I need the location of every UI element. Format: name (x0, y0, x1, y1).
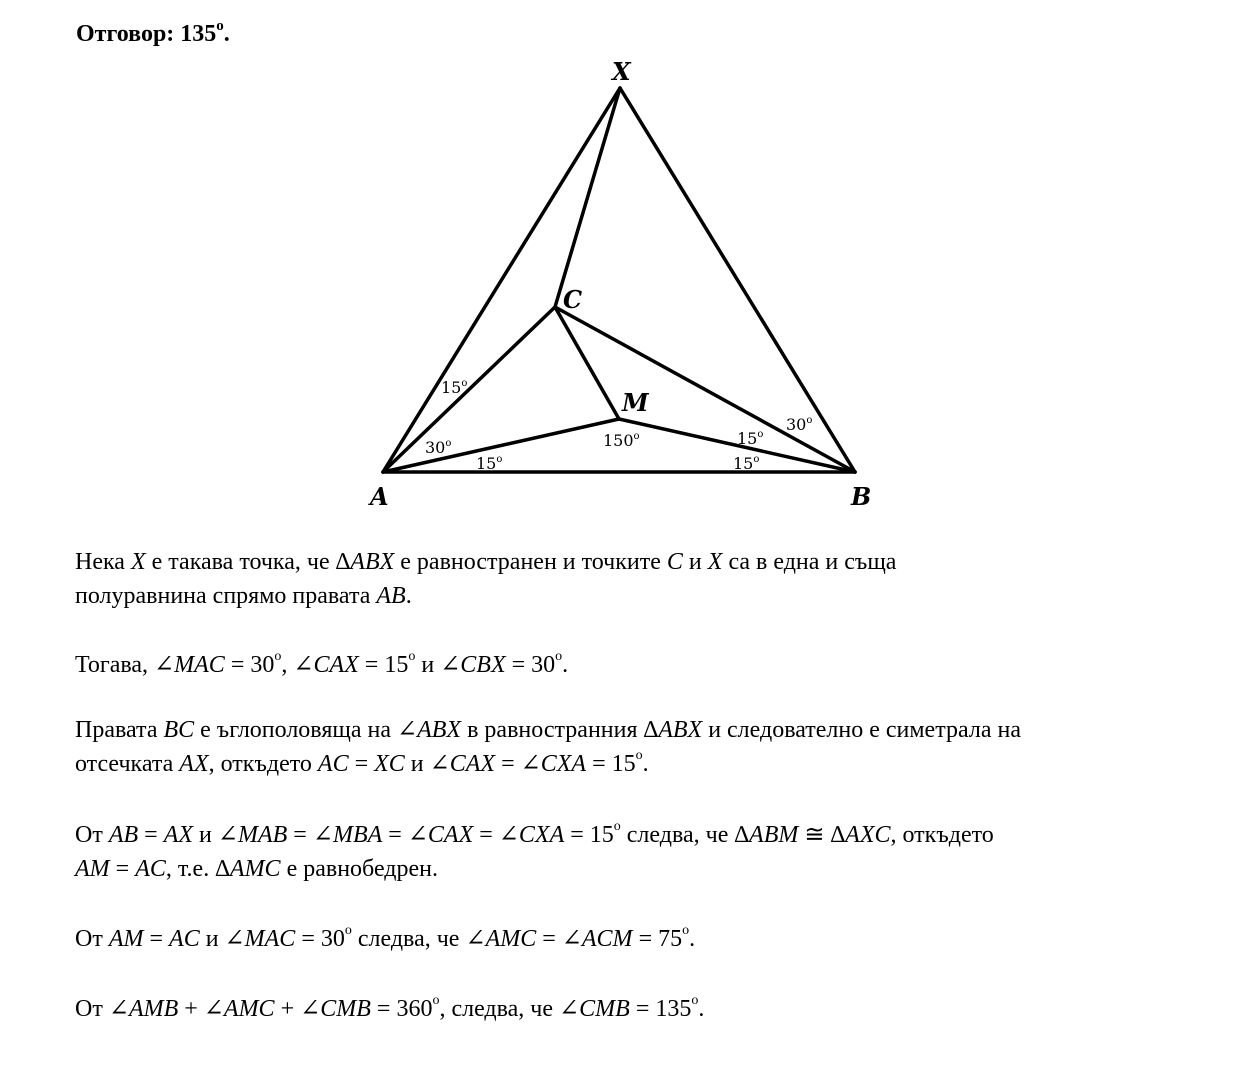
point-label-x: X (612, 57, 631, 86)
segment-XB (620, 88, 855, 472)
paragraph-congruence: От AB = AX и ∠MAB = ∠MBA = ∠CAX = ∠CXA = $15^o$ следва, че ∆ABM ≅ ∆AXC, откъдето AM = AC, т.е. ∆AMC е равнобедрен. (75, 819, 994, 882)
segment-CB (555, 307, 855, 472)
paragraph-bisector: Правата BC е ъглополовяща на ∠ABX в равностранния ∆ABX и следователно е симетрала на отсечката AX, откъдето AC = XC и ∠CAX = ∠CXA = $15^o$. (75, 717, 1021, 777)
angle-label-cax: 15$^o$ (441, 378, 468, 397)
answer-label: Отговор: 135 (76, 21, 217, 47)
point-label-c: C (563, 285, 583, 314)
paragraph-angles: Тогава, ∠MAC = $30^o$, ∠CAX = $15^o$ и ∠CBX = $30^o$. (75, 649, 569, 678)
angle-label-cbx: 30$^o$ (786, 415, 813, 434)
angle-label-amb: 150$^o$ (603, 431, 640, 450)
angle-label-mba: 15$^o$ (733, 454, 760, 473)
segment-XC (555, 88, 620, 307)
point-label-m: M (622, 388, 649, 417)
paragraph-definition: Нека X е такава точка, че ∆ABX е равностранен и точките C и X са в една и съща полуравнина спрямо правата AB. (75, 549, 897, 609)
paragraph-isosceles: От AM = AC и ∠MAC = $30^o$ следва, че ∠AMC = ∠ACM = $75^o$. (75, 923, 696, 952)
angle-label-mbc: 15$^o$ (737, 429, 764, 448)
angle-label-mac: 30$^o$ (425, 438, 452, 457)
answer-period: . (223, 21, 230, 47)
point-label-b: B (851, 482, 872, 511)
angle-label-mab: 15$^o$ (476, 454, 503, 473)
answer-degree: o (216, 18, 224, 34)
paragraph-conclusion: От ∠AMB + ∠AMC + ∠CMB = $360^o$, следва, че ∠CMB = $135^o$. (75, 993, 705, 1022)
segment-AX (383, 88, 620, 472)
point-label-a: A (370, 482, 389, 511)
